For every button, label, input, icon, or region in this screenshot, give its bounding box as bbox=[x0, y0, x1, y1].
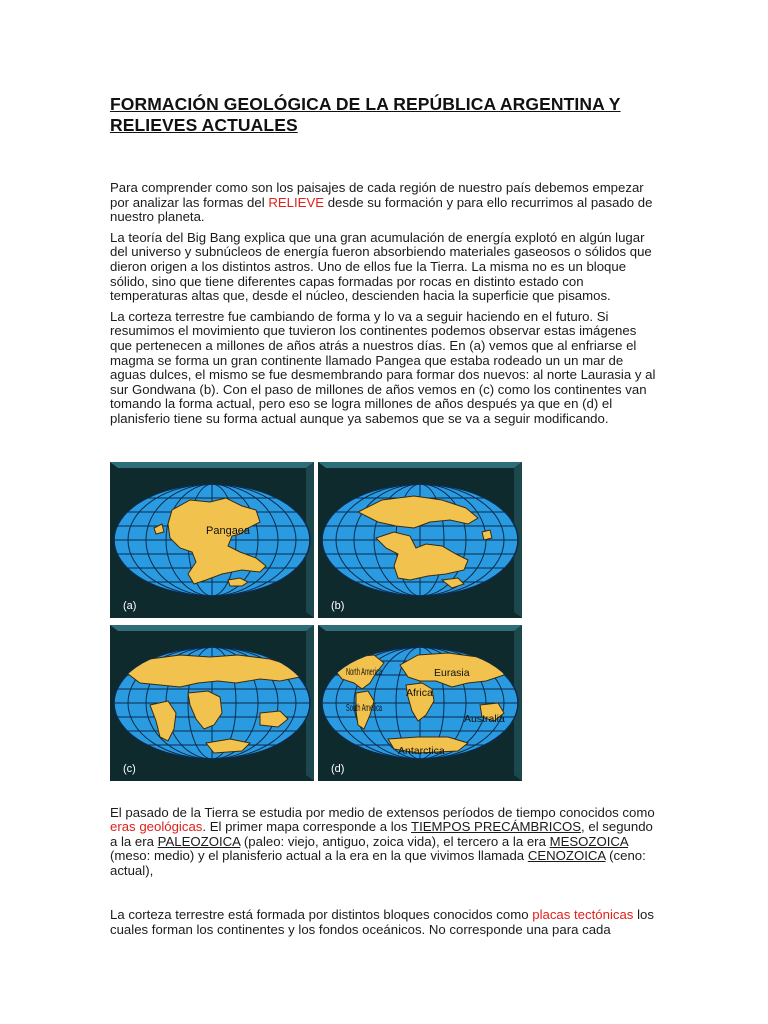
panel-label-b: (b) bbox=[331, 599, 345, 612]
label-africa: Africa bbox=[406, 686, 433, 699]
map-panel-d bbox=[318, 625, 522, 781]
map-panel-a bbox=[110, 462, 314, 618]
document-title: FORMACIÓN GEOLÓGICA DE LA REPÚBLICA ARGENTINA Y RELIEVES ACTUALES bbox=[110, 94, 621, 135]
label-antarctica: Antarctica bbox=[398, 744, 445, 757]
document-page bbox=[110, 94, 660, 938]
precambricos-term: TIEMPOS PRECÁMBRICOS bbox=[411, 819, 582, 835]
panel-label-d: (d) bbox=[331, 762, 345, 775]
eras-geologicas-highlight: eras geológicas bbox=[110, 819, 203, 835]
label-south-america: South America bbox=[346, 701, 383, 714]
label-eurasia: Eurasia bbox=[434, 666, 470, 679]
paragraph-placas: La corteza terrestre está formada por distintos bloques conocidos como placas tectónicas los cuales forman los continentes y los fondos oceánicos. No corresponde una para cada bbox=[110, 907, 654, 938]
map-panel-b bbox=[318, 462, 522, 618]
paragraph-intro bbox=[110, 181, 660, 225]
intro-text-end: desde su formación y para ello recurrimos al pasado de nuestro planeta. bbox=[110, 194, 653, 225]
label-australia: Australia bbox=[464, 712, 505, 725]
panel-label-a: (a) bbox=[123, 599, 137, 612]
paleozoica-term: PALEOZOICA bbox=[157, 833, 241, 849]
panel-label-c: (c) bbox=[123, 762, 136, 775]
paragraph-eras: El pasado de la Tierra se estudia por medio de extensos períodos de tiempo conocidos como eras geológicas. El primer mapa corresponde a los TIEMPOS PRECÁMBRICOS, el segundo a la era PALEOZOICA (paleo: viejo, antiguo, zoica vida), el tercero a la era MESOZOICA (meso: medio) y el planisferio actual a la era en la que vivimos llamada CENOZOICA (ceno: actual), bbox=[110, 804, 655, 878]
intro-text-start: Para comprender como son los paisajes de cada región de nuestro país debemos empezar por analizar las formas del bbox=[110, 180, 644, 210]
relieve-highlight: RELIEVE bbox=[268, 194, 325, 210]
placas-tectonicas-highlight: placas tectónicas bbox=[532, 907, 634, 923]
continental-drift-figure bbox=[110, 462, 528, 784]
paragraph-corteza: La corteza terrestre fue cambiando de forma y lo va a seguir haciendo en el futuro. Si resumimos el movimiento que tuvieron los continentes podemos observar estas imágenes que pertenecen a millones de años atrás a nuestros días. En (a) vemos que al enfriarse el magma se forma un gran continente llamado Pangea que estaba rodeado un un mar de aguas dulces, el mismo se fue desmembrando para formar dos nuevos: al norte Laurasia y al sur Gondwana (b). Con el paso de millones de años vemos en (c) como los continentes van tomando la forma actual, pero eso se logra millones de años después ya que en (d) el planisferio tiene su forma actual aunque ya sabemos que se va a seguir modificando. bbox=[110, 308, 656, 426]
cenozoica-term: CENOZOICA bbox=[527, 848, 606, 864]
mesozoica-term: MESOZOICA bbox=[549, 833, 628, 849]
label-pangaea: Pangaea bbox=[206, 524, 251, 537]
paragraph-big-bang: La teoría del Big Bang explica que una gran acumulación de energía explotó en algún lugar del universo y subnúcleos de energía fueron absorbiendo materiales gaseosos o sólidos que dieron origen a los distintos astros. Uno de ellos fue la Tierra. La misma no es un bloque sólido, sino que tiene diferentes capas formadas por rocas en distinto estado con temperaturas altas que, desde el núcleo, descienden hacia la superficie que pisamos. bbox=[110, 229, 652, 304]
label-north-america: North America bbox=[346, 665, 383, 678]
map-panel-c bbox=[110, 625, 314, 781]
